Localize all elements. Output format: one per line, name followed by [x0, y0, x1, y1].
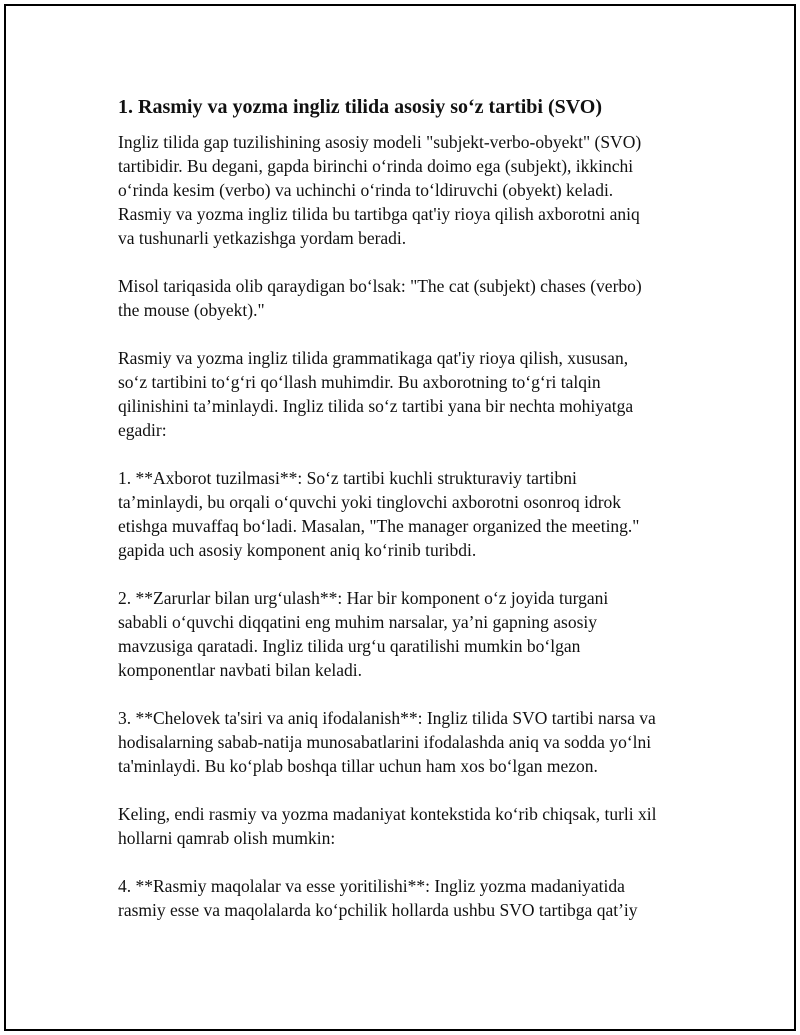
- text-line: Misol tariqasida olib qaraydigan bo‘lsak: "The cat (subjekt) chases (verbo): [118, 276, 642, 296]
- text-line: Keling, endi rasmiy va yozma madaniyat kontekstida ko‘rib chiqsak, turli xil: [118, 804, 657, 824]
- paragraph-point-1: [118, 466, 698, 562]
- text-line: Rasmiy va yozma ingliz tilida bu tartibga qat'iy rioya qilish axborotni aniq: [118, 204, 640, 224]
- text-line: hollarni qamrab olish mumkin:: [118, 828, 336, 848]
- text-line: 4. **Rasmiy maqolalar va esse yoritilishi**: Ingliz yozma madaniyatida: [118, 876, 625, 896]
- text-line: rasmiy esse va maqolalarda ko‘pchilik hollarda ushbu SVO tartibga qat’iy: [118, 900, 638, 920]
- text-line: so‘z tartibini to‘g‘ri qo‘llash muhimdir. Bu axborotning to‘g‘ri talqin: [118, 372, 601, 392]
- text-line: komponentlar navbati bilan keladi.: [118, 660, 362, 680]
- text-line: Rasmiy va yozma ingliz tilida grammatikaga qat'iy rioya qilish, xususan,: [118, 348, 629, 368]
- document-body: [118, 94, 698, 946]
- text-line: mavzusiga qaratadi. Ingliz tilida urg‘u qaratilishi mumkin bo‘lgan: [118, 636, 581, 656]
- text-line: va tushunarli yetkazishga yordam beradi.: [118, 228, 407, 248]
- text-line: qilinishini ta’minlaydi. Ingliz tilida so‘z tartibi yana bir nechta mohiyatga: [118, 396, 634, 416]
- text-line: 3. **Chelovek ta'siri va aniq ifodalanish**: Ingliz tilida SVO tartibi narsa va: [118, 708, 656, 728]
- text-line: 2. **Zarurlar bilan urg‘ulash**: Har bir komponent o‘z joyida turgani: [118, 588, 609, 608]
- text-line: hodisalarning sabab-natija munosabatlarini ifodalashda aniq va sodda yo‘lni: [118, 732, 652, 752]
- paragraph-context: [118, 802, 698, 850]
- paragraph-point-2: [118, 586, 698, 682]
- paragraph-point-4: [118, 874, 698, 922]
- paragraph-example: [118, 274, 698, 322]
- text-line: tartibidir. Bu degani, gapda birinchi o‘rinda doimo ega (subjekt), ikkinchi: [118, 156, 634, 176]
- text-line: ta’minlaydi, bu orqali o‘quvchi yoki tinglovchi axborotni osonroq idrok: [118, 492, 622, 512]
- paragraph-intro: [118, 130, 698, 250]
- section-heading: 1. Rasmiy va yozma ingliz tilida asosiy so‘z tartibi (SVO): [118, 96, 603, 118]
- text-line: sababli o‘quvchi diqqatini eng muhim narsalar, ya’ni gapning asosiy: [118, 612, 597, 632]
- text-line: the mouse (obyekt).": [118, 300, 265, 320]
- text-line: etishga muvaffaq bo‘ladi. Masalan, "The manager organized the meeting.": [118, 516, 640, 536]
- text-line: o‘rinda kesim (verbo) va uchinchi o‘rinda to‘ldiruvchi (obyekt) keladi.: [118, 180, 614, 200]
- paragraph-point-3: [118, 706, 698, 778]
- text-line: egadir:: [118, 420, 167, 440]
- text-line: gapida uch asosiy komponent aniq ko‘rinib turibdi.: [118, 540, 477, 560]
- text-line: 1. **Axborot tuzilmasi**: So‘z tartibi kuchli strukturaviy tartibni: [118, 468, 577, 488]
- text-line: Ingliz tilida gap tuzilishining asosiy modeli "subjekt-verbo-obyekt" (SVO): [118, 132, 642, 152]
- paragraph-grammar: [118, 346, 698, 442]
- text-line: ta'minlaydi. Bu ko‘plab boshqa tillar uchun ham xos bo‘lgan mezon.: [118, 756, 598, 776]
